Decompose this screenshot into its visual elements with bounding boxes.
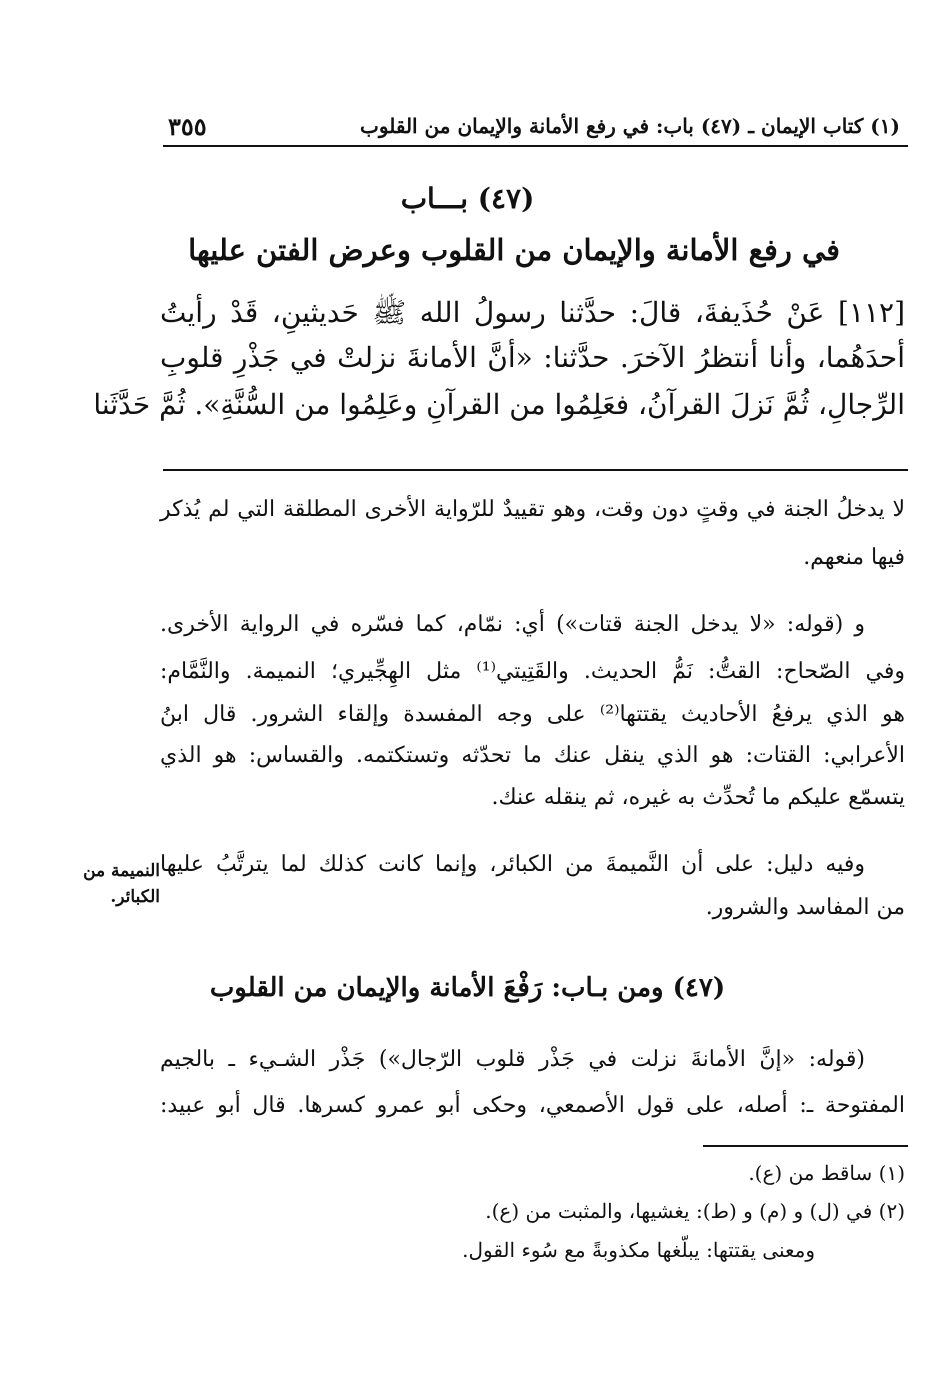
commentary-line: من المفاسد والشرور. [705, 895, 905, 920]
footnote: ومعنى يقتتها: يبلّغها مكذوبةً مع سُوء القول. [462, 1238, 815, 1262]
hadith-line: أحدَهُما، وأنا أنتظرُ الآخرَ. حدَّثنا: «أنَّ الأمانةَ نزلتْ في جَذْرِ قلوبِ [160, 341, 905, 374]
commentary-line: فيها منعهم. [803, 545, 905, 570]
hadith-line: [١١٢] عَنْ حُذَيفةَ، قالَ: حدَّثنا رسولُ الله ﷺ حَديثينِ، قَدْ رأيتُ [160, 296, 905, 329]
commentary-line: وفيه دليل: على أن النَّميمةَ من الكبائر، وإنما كانت كذلك لما يترتَّبُ عليها [160, 852, 865, 877]
commentary-line: و (قوله: «لا يدخل الجنة قتات») أي: نمّام، كما فسّره في الرواية الأخرى. [160, 612, 865, 637]
footnote-rule [703, 1145, 908, 1147]
running-head: (١) كتاب الإيمان ـ (٤٧) باب: في رفع الأمانة والإيمان من القلوب [360, 114, 900, 138]
commentary-line: المفتوحة ـ: أصله، على قول الأصمعي، وحكى أبو عمرو كسرها. قال أبو عبيد: [160, 1093, 905, 1118]
chapter-number: (٤٧) بـــاب [400, 182, 535, 215]
page-number: ٣٥٥ [168, 112, 207, 141]
commentary-line: (قوله: «إنَّ الأمانةَ نزلت في جَذْر قلوب الرّجال») جَذْر الشـيء ـ بالجيم [160, 1047, 865, 1072]
chapter-title: في رفع الأمانة والإيمان من القلوب وعرض الفتن عليها [188, 233, 840, 267]
section-subheading: (٤٧) ومن بـاب: رَفْعَ الأمانة والإيمان من القلوب [209, 973, 726, 1003]
header-rule [163, 145, 908, 147]
footnote: (٢) في (ل) و (م) و (ط): يغشيها، والمثبت من (ع). [485, 1199, 905, 1223]
commentary-line: هو الذي يرفعُ الأحاديث يقتتها⁽²⁾ على وجه المفسدة وإلقاء الشرور. قال ابنُ [160, 702, 905, 727]
footnote: (١) ساقط من (ع). [748, 1161, 905, 1185]
commentary-line: يتسمّع عليكم ما تُحدِّث به غيره، ثم ينقله عنك. [491, 785, 905, 810]
hadith-line: الرِّجالِ، ثُمَّ نَزلَ القرآنُ، فعَلِمُوا من القرآنِ وعَلِمُوا من السُّنَّةِ». ثُمَّ حَدَّثَنا [93, 388, 905, 421]
commentary-line: الأعرابي: القتات: هو الذي ينقل عنك ما تحدّثه وتستكتمه. والقساس: هو الذي [160, 743, 905, 768]
margin-note: النميمة من الكبائر. [83, 861, 160, 908]
text-commentary-divider [163, 469, 908, 471]
commentary-line: وفي الصّحاح: القتُّ: نَمُّ الحديث. والقَتِيتي⁽¹⁾ مثل الهِجِّيري؛ النميمة. والنَّمَّام: [160, 659, 905, 684]
commentary-line: لا يدخلُ الجنة في وقتٍ دون وقت، وهو تقييدٌ للرّواية الأخرى المطلقة التي لم يُذكر [160, 497, 905, 522]
